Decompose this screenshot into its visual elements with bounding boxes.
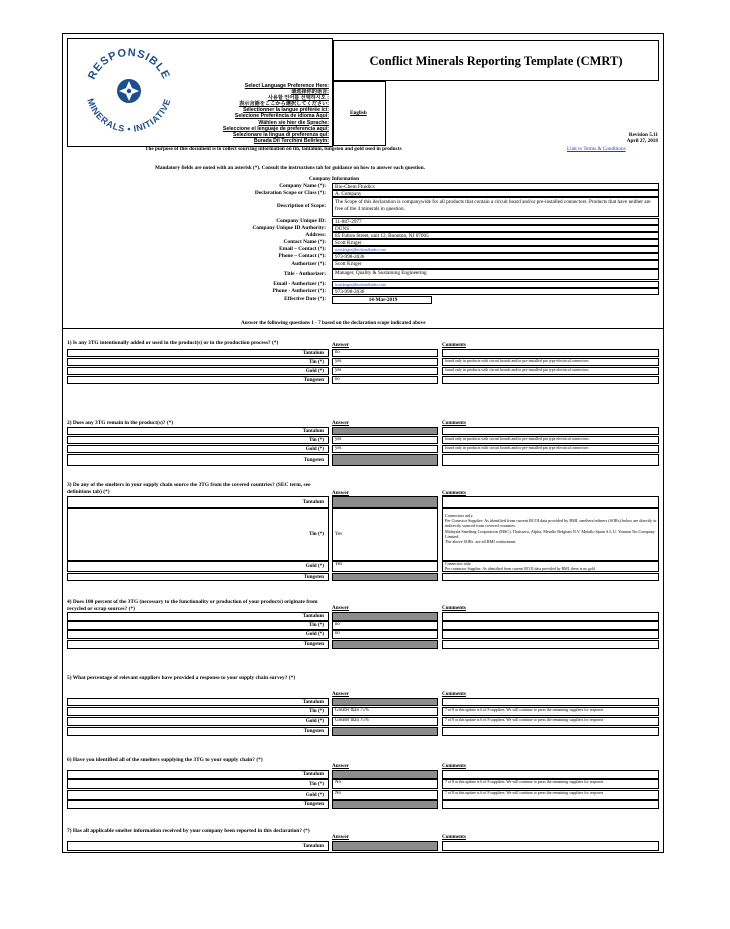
question-1-gold-answer[interactable]: yes [332,367,438,375]
question-5-text: 5) What percentage of relevant suppliers have provided a response to your supply chain survey? (*) [67,675,296,681]
language-prompt: 请选择你的语言: [290,89,329,96]
question-4-row-tungsten [67,640,329,649]
question-4-comments-header: Comments [442,605,466,611]
question-1-tungsten-comment[interactable] [442,376,659,384]
question-3-comments-header: Comments [442,490,466,496]
language-prompt: Selecione Preferência de idioma Aqui: [234,113,329,120]
question-3-tin-comment[interactable]: Connectors only. Per Conector Supplier: As identified from current RCOI data provided by RMI, smelters/refiners (SORs) below are directly or indirectly sourced from covered countries. Malaysia Smelting Corporation (MSC), Thaisarco, Alpha, Metallo Belgium N.V. Metallo Spain S.L.U. Yunnan Tin Company Limited. The above SORs are all RMI conformant. [442,508,659,561]
contact-name-field[interactable]: Scott Kruger [332,239,659,246]
scope-description-field[interactable]: The Scope of this declaration is companywide for all products that contain a circuit board and/or pre-installed connectors. Products that have neither are free of the 4 minerals in question. [332,197,659,217]
question-6-comments-header: Comments [442,763,466,769]
question-6-tantalum-answer[interactable] [332,770,438,779]
authorizer-title-label: Title - Authorizer: [283,271,326,277]
address-label: Address: [305,232,326,238]
revision-info [627,132,658,144]
scope-description-label: Description of Scope: [276,203,326,209]
question-7-tantalum-comment[interactable] [442,841,659,851]
question-6-tungsten-answer[interactable] [332,800,438,809]
cmrt-sheet [62,33,664,853]
question-2-gold-label: Gold (*) [305,445,324,452]
question-2-tungsten-answer[interactable] [332,454,438,466]
question-2-row-tantalum [67,427,329,435]
question-1-tin-answer[interactable]: yes [332,358,438,366]
question-6-row-gold [67,790,329,800]
question-6-tin-comment[interactable]: 7 of 8 at this update is 6 of 8 suppliers. We will continue to press the remaining suppliers for response [442,779,659,789]
question-7-answer-header: Answer [332,834,350,840]
revision-number: Revision 5.11 [628,132,658,138]
question-2-row-gold [67,445,329,453]
question-5-gold-comment[interactable]: 7 of 8 at this update is 6 of 8 suppliers. We will continue to press the remaining suppliers for response [442,717,659,726]
question-7-text: 7) Has all applicable smelter information received by your company been reported in this declaration? (*) [67,828,310,834]
contact-email-label: Email – Contact (*): [279,246,326,252]
question-3-tungsten-comment[interactable] [442,573,659,581]
question-6-row-tungsten [67,800,329,809]
unique-id-authority-label: Company Unique ID Authority: [252,225,326,231]
question-3-tungsten-answer[interactable] [332,573,438,581]
question-5-tin-comment[interactable]: 7 of 8 at this update is 6 of 8 suppliers. We will continue to press the remaining suppliers for response [442,707,659,716]
purpose-text: The purpose of this document is to collect sourcing information on tin, tantalum, tungsten and gold used in products [145,146,402,152]
logo-bottom-text: MINERALS • INITIATIVE [85,97,173,134]
question-2-row-tin [67,436,329,444]
contact-phone-label: Phone – Contact (*): [278,253,326,259]
question-6-gold-label: Gold (*) [305,791,324,798]
company-unique-id-label: Company Unique ID: [276,218,326,224]
question-4-tantalum-label: Tantalum [302,613,324,619]
question-2-gold-answer[interactable]: yes [332,445,438,453]
question-4-tantalum-answer[interactable] [332,612,438,621]
question-2-tantalum-label: Tantalum [302,427,324,434]
question-3-tin-answer[interactable]: Yes [332,508,438,561]
question-2-text: 2) Does any 3TG remain in the product(s)? (*) [67,420,174,426]
question-1-comments-header: Comments [442,342,466,348]
question-3-text: 3) Do any of the smelters in your supply chain source the 3TG from the covered countries? (SEC term, see definitions tab) (*) [67,482,311,495]
declaration-scope-field[interactable]: A. Company [332,190,659,197]
question-1-gold-label: Gold (*) [305,367,324,374]
question-4-gold-answer[interactable]: no [332,630,438,639]
question-3-row-tin [67,508,329,561]
authorizer-title-field[interactable]: Manager, Quality & Sustaining Engineering [332,269,659,280]
rmi-logo [74,41,184,141]
question-1-tantalum-comment[interactable] [442,349,659,357]
question-7-tantalum-label: Tantalum [302,842,324,849]
compass-icon [117,79,141,103]
language-select[interactable] [333,81,386,146]
question-1-answer-header: Answer [332,342,350,348]
question-3-gold-comment[interactable]: Connectors only. Per connector Supplier: As identified from current RCOI data provided by RMI, there is no gold [442,561,659,572]
language-prompt: Burada Dil Tercihini Belirleyin: [253,137,329,144]
question-1-tantalum-label: Tantalum [302,349,324,356]
question-5-comments-header: Comments [442,691,466,697]
authorizer-phone-label: Phone - Authorizer (*): [272,288,326,294]
language-prompt: Sélectionner la langue préférée ici: [243,107,329,114]
contact-email-field[interactable]: scott.kruger@biochemfluidics.com [332,246,659,253]
question-2-tin-label: Tin (*) [308,436,324,443]
question-5-row-tungsten [67,727,329,736]
question-1-gold-comment[interactable]: found only in products with circuit boards and/or pre-installed pin type electrical connectors [442,367,659,375]
declaration-scope-label: Declaration Scope or Class (*): [254,190,326,196]
question-1-tungsten-answer[interactable]: no [332,376,438,384]
question-1-tungsten-label: Tungsten [303,376,324,383]
question-5-tantalum-answer[interactable] [332,698,438,706]
question-4-answer-header: Answer [332,605,350,611]
question-6-gold-comment[interactable]: 7 of 8 at this update is 6 of 8 suppliers. We will continue to press the remaining suppliers for response [442,790,659,800]
question-3-row-tantalum [67,496,329,508]
question-5-tungsten-answer[interactable] [332,727,438,736]
terms-link[interactable]: Link to Terms & Conditions [567,146,626,152]
language-prompt: Select Language Preference Here: [244,83,329,89]
question-4-tungsten-label: Tungsten [303,641,324,647]
address-field[interactable]: 85 Fulton Street, unit 12, Boonton, NJ 07005 [332,232,659,239]
answer-instruction: Answer the following questions 1 - 7 based on the declaration scope indicated above [241,320,426,326]
question-4-tin-label: Tin (*) [308,622,324,628]
question-5-row-gold [67,717,329,726]
question-2-tungsten-label: Tungsten [303,456,324,463]
question-4-tantalum-comment[interactable] [442,612,659,621]
question-6-tungsten-label: Tungsten [303,801,324,807]
page-title: Conflict Minerals Reporting Template (CMRT) [369,54,623,68]
authorizer-email-field[interactable]: scott.kruger@biochemfluidics.com [332,281,659,288]
question-6-row-tin [67,779,329,789]
effective-date-field[interactable]: 14-Mar-2019 [332,296,432,304]
question-1-row-tungsten [67,376,329,384]
logo-top-text: RESPONSIBLE [86,46,172,82]
authorizer-email-label: Email - Authorizer (*): [273,281,326,287]
question-7-comments-header: Comments [442,834,466,840]
question-4-text: 4) Does 100 percent of the 3TG (necessary to the functionality or production of your products) originate from recycled or scrap sources? (*) [67,599,318,612]
question-6-tin-answer[interactable]: No [332,779,438,789]
question-2-tantalum-comment[interactable] [442,427,659,435]
question-4-gold-comment[interactable] [442,630,659,639]
language-prompt: Selezionare la lingua di preferenza qui: [233,131,329,138]
question-1-row-tin [67,358,329,366]
question-3-tin-label: Tin (*) [308,531,324,537]
question-5-tantalum-comment[interactable] [442,698,659,706]
question-1-tin-label: Tin (*) [308,358,324,365]
section-divider [63,328,663,329]
question-2-row-tungsten [67,454,329,466]
question-4-row-tantalum [67,612,329,621]
question-3-answer-header: Answer [332,490,350,496]
question-6-gold-answer[interactable]: No [332,790,438,800]
question-3-tungsten-label: Tungsten [303,573,324,580]
question-7-tantalum-answer[interactable] [332,841,438,851]
question-5-gold-label: Gold (*) [305,718,324,724]
question-5-row-tin [67,707,329,716]
company-name-field[interactable]: Bio-Chem Fluidics [332,183,659,190]
effective-date-label: Effective Date (*): [284,296,326,302]
svg-text:RESPONSIBLE [86,47,172,82]
question-3-row-gold [67,561,329,572]
company-info-title: Company Information [309,176,360,182]
language-prompt: Seleccione el lenguaje de preferencia aqui: [222,125,329,132]
contact-name-label: Contact Name (*): [283,239,326,245]
question-4-tin-comment[interactable] [442,621,659,630]
language-prompt: 사용할 언어를 선택하시오 : [267,95,329,102]
question-6-tantalum-comment[interactable] [442,770,659,779]
question-4-row-tin [67,621,329,630]
language-prompt: 表示言語をここから選択してください: [239,101,329,108]
authorizer-field[interactable]: Scott Kruger [332,260,659,269]
question-3-tantalum-label: Tantalum [302,498,324,505]
authorizer-phone-field[interactable]: 973-998-2036 [332,288,659,295]
mandatory-note: Mandatory fields are noted with an asterisk (*). Consult the instructions tab for guidance on how to answer each question. [155,165,425,171]
question-5-gold-answer[interactable]: Greater than 75% [332,717,438,726]
logo-box [67,38,333,147]
question-5-answer-header: Answer [332,691,350,697]
question-2-gold-comment[interactable]: found only in products with circuit boards and/or pre-installed pin type electrical connectors [442,445,659,453]
question-6-answer-header: Answer [332,763,350,769]
question-4-tin-answer[interactable]: no [332,621,438,630]
question-6-tin-label: Tin (*) [308,780,324,787]
question-1-tantalum-answer[interactable]: no [332,349,438,357]
unique-id-authority-field[interactable]: DUNS [332,225,659,232]
language-prompt: Wählen sie hier die Sprache: [258,119,329,126]
question-2-answer-header: Answer [332,420,350,426]
language-prompt-list [169,83,329,144]
question-3-row-tungsten [67,573,329,581]
question-2-tin-comment[interactable]: found only in products with circuit boards and/or pre-installed pin type electrical connectors [442,436,659,444]
question-6-text: 6) Have you identified all of the smelters supplying the 3TG to your supply chain? (*) [67,757,263,763]
question-5-tin-answer[interactable]: Greater than 75% [332,707,438,716]
question-6-row-tantalum [67,770,329,779]
question-4-tungsten-comment[interactable] [442,640,659,649]
question-7-row-tantalum [67,841,329,851]
question-2-comments-header: Comments [442,420,466,426]
question-4-tungsten-answer[interactable] [332,640,438,649]
question-1-text: 1) Is any 3TG intentionally added or used in the product(s) or in the production process? (*) [67,340,279,346]
question-5-row-tantalum [67,698,329,706]
company-unique-id-field[interactable]: 11-887-2977 [332,218,659,225]
question-5-tantalum-label: Tantalum [302,698,324,705]
language-select-value: English [350,110,367,116]
question-3-tantalum-answer[interactable] [332,496,438,508]
title-box [333,40,659,81]
company-name-label: Company Name (*): [279,183,326,189]
question-3-gold-answer[interactable]: Yes [332,561,438,572]
revision-date: April 27, 2018 [626,138,658,144]
question-4-row-gold [67,630,329,639]
question-5-tin-label: Tin (*) [308,708,324,714]
question-1-row-gold [67,367,329,375]
question-2-tantalum-answer[interactable] [332,427,438,435]
question-2-tin-answer[interactable]: yes [332,436,438,444]
contact-phone-field[interactable]: 973-998-2036 [332,253,659,260]
question-1-tin-comment[interactable]: found only in products with circuit boards and/or pre-installed pin type electrical connectors [442,358,659,366]
question-4-gold-label: Gold (*) [305,631,324,637]
question-3-gold-label: Gold (*) [305,563,324,569]
question-1-row-tantalum [67,349,329,357]
question-5-tungsten-label: Tungsten [303,728,324,734]
question-6-tungsten-comment[interactable] [442,800,659,809]
question-2-tungsten-comment[interactable] [442,454,659,466]
question-6-tantalum-label: Tantalum [302,771,324,777]
authorizer-label: Authorizer (*): [291,261,326,267]
question-3-tantalum-comment[interactable] [442,496,659,508]
question-5-tungsten-comment[interactable] [442,727,659,736]
